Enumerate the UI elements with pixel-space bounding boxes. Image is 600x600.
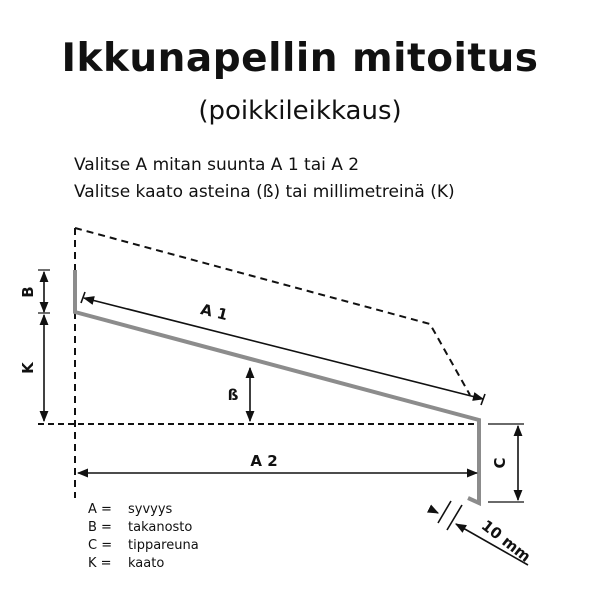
- a2-label: A 2: [250, 452, 278, 470]
- mm10-label: 10 mm: [477, 516, 535, 566]
- legend-key: C =: [88, 538, 113, 553]
- legend-row: [88, 555, 199, 573]
- legend-value: tippareuna: [128, 538, 199, 553]
- legend-row: [88, 519, 199, 537]
- legend-row: [88, 537, 199, 555]
- legend-key: A =: [88, 502, 112, 517]
- beta-label: ß: [227, 386, 239, 404]
- c-label: C: [491, 457, 509, 469]
- legend-row: [88, 501, 199, 519]
- instruction-a: Valitse A mitan suunta A 1 tai A 2: [74, 155, 360, 175]
- hem-tick-1: [438, 501, 451, 523]
- legend-value: kaato: [128, 556, 165, 571]
- a1-label: A 1: [198, 300, 230, 325]
- a1-dimension-line: [84, 298, 483, 399]
- b-label: B: [19, 286, 37, 298]
- title: Ikkunapellin mitoitus: [61, 36, 539, 81]
- subtitle: (poikkileikkaus): [198, 96, 402, 126]
- legend-value: takanosto: [128, 520, 193, 535]
- k-label: K: [19, 362, 37, 374]
- instruction-slope: Valitse kaato asteina (ß) tai millimetreinä (K): [74, 182, 455, 202]
- legend-key: B =: [88, 520, 112, 535]
- legend-key: K =: [88, 556, 112, 571]
- legend-value: syvyys: [128, 502, 173, 517]
- legend: [88, 501, 199, 573]
